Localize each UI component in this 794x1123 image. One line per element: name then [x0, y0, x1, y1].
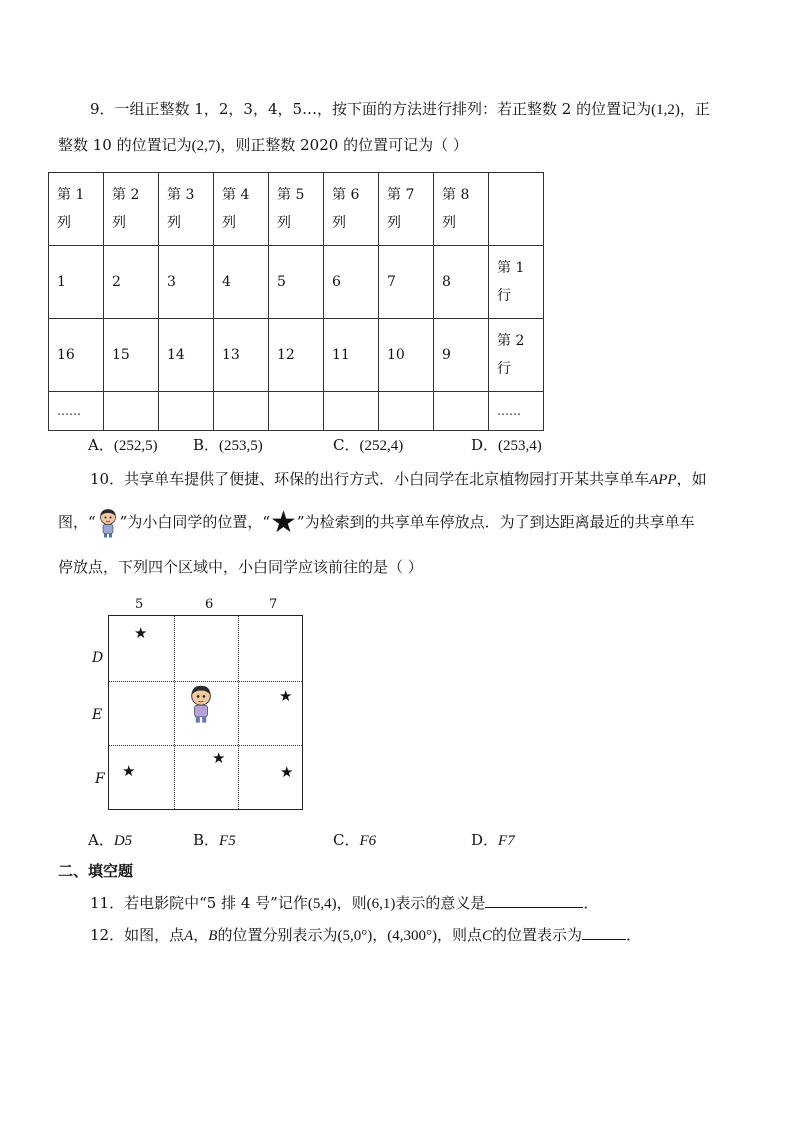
section-title: 二、填空题 — [58, 862, 134, 880]
option-value: F5 — [219, 833, 236, 849]
table-cell: 8 — [434, 246, 489, 319]
table-header-row — [49, 173, 544, 246]
table-row — [49, 319, 544, 392]
table-cell — [159, 173, 214, 246]
q9-option-c[interactable] — [333, 434, 403, 455]
table-cell — [269, 173, 324, 246]
q12-text: ． — [626, 926, 642, 944]
bike-star-icon: ★ — [122, 762, 136, 780]
col-label: 第 6 列 — [332, 187, 360, 231]
q9-option-b[interactable] — [193, 434, 263, 455]
col-label: 第 1 列 — [57, 187, 85, 231]
point-b: B — [208, 928, 218, 944]
table-cell — [434, 392, 489, 431]
option-label: A． — [88, 436, 114, 454]
table-cell: …… — [489, 392, 544, 431]
q10-option-b[interactable] — [193, 829, 236, 850]
q10-line2 — [58, 505, 695, 540]
grid-row-label: D — [92, 650, 104, 666]
q11-line — [90, 892, 598, 913]
grid-divider — [109, 745, 302, 746]
col-label: 第 7 列 — [387, 187, 415, 231]
option-label: B． — [193, 436, 220, 454]
table-cell: 12 — [269, 319, 324, 392]
grid-divider — [174, 616, 175, 809]
table-cell — [49, 173, 104, 246]
col-label: 第 4 列 — [222, 187, 250, 231]
option-value: (253,5) — [219, 438, 263, 454]
q11-text: 表示的意义是 — [395, 894, 486, 912]
option-label: C． — [333, 436, 360, 454]
q10-option-c[interactable] — [333, 829, 376, 850]
q9-coord-2-7: (2,7) — [191, 138, 221, 154]
grid-col-label: 5 — [135, 597, 144, 612]
q11-text: ． — [583, 894, 599, 912]
q12-answer-blank[interactable] — [582, 925, 626, 940]
map-grid — [108, 615, 303, 810]
table-cell: 4 — [214, 246, 269, 319]
table-cell: 5 — [269, 246, 324, 319]
table-cell: 16 — [49, 319, 104, 392]
q10-option-a[interactable] — [88, 829, 132, 850]
q12-coord: (5,0°) — [337, 928, 373, 944]
q12-text: 的位置分别表示为 — [217, 926, 338, 944]
grid-divider — [238, 616, 239, 809]
table-cell — [489, 246, 544, 319]
table-row — [49, 246, 544, 319]
q9-text: 9．一组正整数 1，2，3，4，5…，按下面的方法进行排列：若正整数 2 的位置记为 — [90, 100, 652, 118]
table-cell: 7 — [379, 246, 434, 319]
q11-coord: (6,1) — [366, 896, 396, 912]
table-row — [49, 392, 544, 431]
col-label: 第 3 列 — [167, 187, 195, 231]
option-value: F7 — [498, 833, 515, 849]
option-label: B． — [193, 831, 220, 849]
q10-text2c: ”为检索到的共享单车停放点．为了到达距离最近的共享单车 — [296, 513, 695, 531]
q9-text2: 整数 10 的位置记为 — [58, 136, 192, 154]
q12-coord: (4,300°) — [387, 928, 437, 944]
table-cell — [379, 173, 434, 246]
table-cell — [104, 392, 159, 431]
q10-text2b: ”为小白同学的位置，“ — [119, 513, 271, 531]
bike-star-icon: ★ — [212, 749, 226, 767]
grid-row-label: E — [92, 707, 103, 723]
grid-divider — [109, 681, 302, 682]
table-cell: 13 — [214, 319, 269, 392]
option-label: D． — [471, 436, 499, 454]
col-label: 第 2 列 — [112, 187, 140, 231]
q12-line — [90, 924, 641, 945]
table-cell: 9 — [434, 319, 489, 392]
grid-col-label: 6 — [205, 597, 214, 612]
q9-line1 — [90, 98, 710, 119]
q12-text: 的位置表示为 — [492, 926, 583, 944]
bike-star-icon: ★ — [279, 687, 293, 705]
option-value: (252,5) — [113, 438, 158, 454]
table-cell: 15 — [104, 319, 159, 392]
table-cell — [324, 392, 379, 431]
q9-line2 — [58, 134, 468, 155]
option-label: D． — [471, 831, 499, 849]
student-icon — [187, 684, 215, 728]
q11-answer-blank[interactable] — [485, 893, 583, 908]
table-cell — [104, 173, 159, 246]
point-a: A — [184, 928, 194, 944]
q12-text: ， — [193, 926, 209, 944]
q10-app: APP — [649, 472, 677, 488]
table-cell — [489, 319, 544, 392]
q10-line3: 停放点，下列四个区域中，小白同学应该前往的是（ ） — [58, 558, 423, 576]
q11-text: ，则 — [336, 894, 367, 912]
col-label: 第 8 列 — [442, 187, 470, 231]
option-value: D5 — [113, 833, 133, 849]
q11-coord: (5,4) — [307, 896, 337, 912]
bike-star-icon: ★ — [280, 763, 294, 781]
q9-text-tail: ，正 — [679, 100, 710, 118]
point-c: C — [482, 928, 493, 944]
table-cell: 10 — [379, 319, 434, 392]
option-value: (253,4) — [498, 438, 542, 454]
col-label: 第 5 列 — [277, 187, 305, 231]
grid-row-label: F — [95, 771, 105, 787]
row-label: 第 2 行 — [497, 333, 525, 377]
table-cell: …… — [49, 392, 104, 431]
q12-text: ， — [372, 926, 388, 944]
table-cell: 3 — [159, 246, 214, 319]
option-label: A． — [88, 831, 114, 849]
q9-number-table — [48, 172, 544, 431]
table-cell — [214, 392, 269, 431]
bike-star-icon: ★ — [134, 624, 148, 642]
student-icon — [96, 508, 120, 538]
table-cell — [269, 392, 324, 431]
q10-text2a: 图，“ — [58, 513, 96, 531]
table-cell — [434, 173, 489, 246]
table-cell: 1 — [49, 246, 104, 319]
table-cell: 14 — [159, 319, 214, 392]
q10-text: 10．共享单车提供了便捷、环保的出行方式．小白同学在北京植物园打开某共享单车 — [90, 470, 650, 488]
table-cell — [324, 173, 379, 246]
q10-text-tail: ，如 — [676, 470, 707, 488]
table-cell: 11 — [324, 319, 379, 392]
q10-line1 — [90, 468, 707, 489]
q9-question: ，则正整数 2020 的位置可记为（ ） — [220, 136, 468, 154]
star-icon: ★ — [270, 505, 297, 540]
table-cell — [214, 173, 269, 246]
grid-col-label: 7 — [269, 597, 278, 612]
q9-coord-1-2: (1,2) — [651, 102, 680, 118]
q9-option-d[interactable] — [471, 434, 542, 455]
q12-text: ，则点 — [436, 926, 482, 944]
q11-text: 11．若电影院中“5 排 4 号”记作 — [90, 894, 308, 912]
q12-text: 12．如图，点 — [90, 926, 185, 944]
q9-option-a[interactable] — [88, 434, 158, 455]
table-cell — [379, 392, 434, 431]
option-value: (252,4) — [359, 438, 404, 454]
table-cell — [159, 392, 214, 431]
table-cell: 2 — [104, 246, 159, 319]
table-cell: 6 — [324, 246, 379, 319]
row-label: 第 1 行 — [497, 260, 525, 304]
option-label: C． — [333, 831, 360, 849]
option-value: F6 — [359, 833, 377, 849]
table-cell — [489, 173, 544, 246]
q10-option-d[interactable] — [471, 829, 515, 850]
